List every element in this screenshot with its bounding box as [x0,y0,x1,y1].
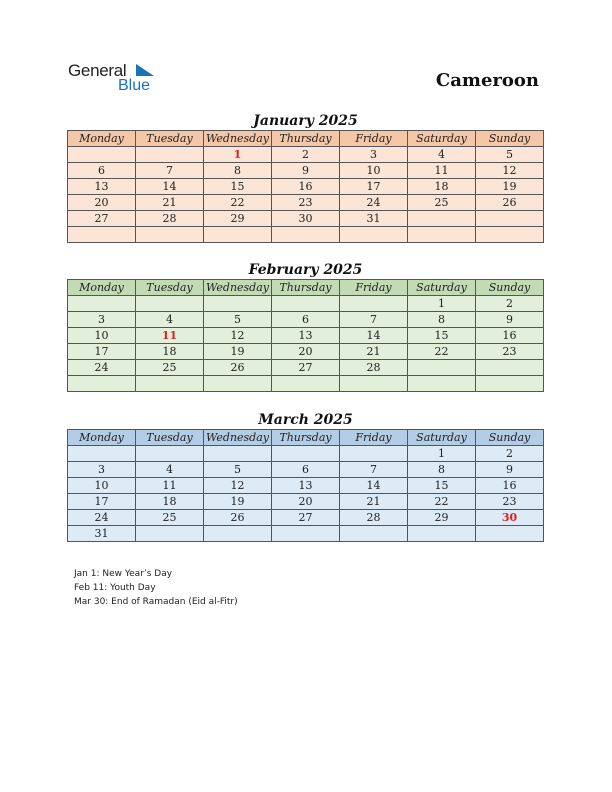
weekday-header-row [68,131,544,147]
day-cell: 23 [476,494,544,510]
weekday-header: Wednesday [204,430,272,446]
week-row [68,344,544,360]
day-cell: 9 [476,312,544,328]
day-cell: 12 [204,328,272,344]
day-cell: 29 [408,510,476,526]
day-cell: 17 [340,179,408,195]
day-cell: 30 [476,510,544,526]
day-cell: 27 [272,510,340,526]
day-cell [340,446,408,462]
day-cell: 14 [340,478,408,494]
day-cell [136,376,204,392]
weekday-header: Wednesday [204,131,272,147]
day-cell: 4 [136,312,204,328]
day-cell: 20 [68,195,136,211]
day-cell: 12 [476,163,544,179]
weekday-header: Friday [340,280,408,296]
day-cell: 7 [340,462,408,478]
day-cell: 13 [272,478,340,494]
day-cell: 21 [340,494,408,510]
month-calendar-jan [67,112,544,243]
week-row [68,296,544,312]
weekday-header: Saturday [408,131,476,147]
weekday-header: Friday [340,430,408,446]
weekday-header: Monday [68,280,136,296]
day-cell: 11 [408,163,476,179]
calendar-table [67,279,544,392]
day-cell: 14 [340,328,408,344]
day-cell: 10 [340,163,408,179]
day-cell: 19 [204,344,272,360]
day-cell: 22 [204,195,272,211]
week-row [68,494,544,510]
day-cell: 10 [68,328,136,344]
weekday-header: Wednesday [204,280,272,296]
weekday-header: Monday [68,131,136,147]
day-cell: 18 [136,344,204,360]
day-cell: 24 [340,195,408,211]
day-cell: 28 [340,360,408,376]
holiday-note: Feb 11: Youth Day [74,583,156,593]
day-cell [408,211,476,227]
day-cell: 25 [408,195,476,211]
day-cell: 20 [272,344,340,360]
day-cell [340,227,408,243]
day-cell [408,360,476,376]
day-cell: 31 [68,526,136,542]
logo-general-text: General [68,61,127,80]
logo-triangle-icon [134,64,154,78]
day-cell: 8 [408,462,476,478]
weekday-header: Tuesday [136,430,204,446]
day-cell: 18 [136,494,204,510]
week-row [68,195,544,211]
day-cell: 16 [476,328,544,344]
day-cell: 30 [272,211,340,227]
day-cell: 3 [340,147,408,163]
day-cell [408,227,476,243]
day-cell: 3 [68,312,136,328]
week-row [68,328,544,344]
day-cell [272,446,340,462]
week-row [68,211,544,227]
day-cell [136,296,204,312]
general-blue-logo [68,60,168,96]
weekday-header: Sunday [476,131,544,147]
day-cell: 13 [272,328,340,344]
weekday-header: Thursday [272,430,340,446]
weekday-header: Tuesday [136,131,204,147]
day-cell: 6 [272,312,340,328]
day-cell: 26 [204,360,272,376]
day-cell: 4 [136,462,204,478]
weekday-header: Friday [340,131,408,147]
day-cell: 1 [408,296,476,312]
day-cell: 29 [204,211,272,227]
day-cell: 11 [136,478,204,494]
day-cell: 6 [272,462,340,478]
day-cell: 24 [68,510,136,526]
holiday-note: Mar 30: End of Ramadan (Eid al-Fitr) [74,597,238,607]
day-cell: 28 [136,211,204,227]
weekday-header: Thursday [272,280,340,296]
day-cell: 26 [204,510,272,526]
day-cell: 7 [340,312,408,328]
day-cell: 11 [136,328,204,344]
day-cell: 25 [136,510,204,526]
week-row [68,446,544,462]
month-title: March 2025 [258,412,353,428]
day-cell [68,227,136,243]
day-cell: 3 [68,462,136,478]
day-cell [476,360,544,376]
day-cell [68,147,136,163]
day-cell: 24 [68,360,136,376]
month-title: February 2025 [248,262,363,278]
week-row [68,147,544,163]
day-cell: 9 [476,462,544,478]
day-cell [136,147,204,163]
week-row [68,227,544,243]
day-cell [272,296,340,312]
calendar-table [67,130,544,243]
week-row [68,376,544,392]
week-row [68,478,544,494]
day-cell: 2 [272,147,340,163]
day-cell: 22 [408,494,476,510]
day-cell [136,446,204,462]
day-cell [272,227,340,243]
day-cell: 21 [340,344,408,360]
day-cell: 1 [204,147,272,163]
day-cell [68,446,136,462]
day-cell: 16 [272,179,340,195]
day-cell: 15 [408,478,476,494]
day-cell: 17 [68,494,136,510]
day-cell: 20 [272,494,340,510]
day-cell [476,227,544,243]
day-cell: 5 [204,312,272,328]
day-cell [136,526,204,542]
weekday-header-row [68,280,544,296]
day-cell: 31 [340,211,408,227]
day-cell: 23 [476,344,544,360]
day-cell [68,296,136,312]
day-cell: 23 [272,195,340,211]
week-row [68,312,544,328]
day-cell: 14 [136,179,204,195]
weekday-header: Saturday [408,280,476,296]
day-cell: 28 [340,510,408,526]
week-row [68,510,544,526]
day-cell: 16 [476,478,544,494]
holiday-notes [74,567,238,609]
day-cell [340,526,408,542]
day-cell: 7 [136,163,204,179]
country-title: Cameroon [435,70,539,91]
day-cell: 27 [68,211,136,227]
week-row [68,360,544,376]
day-cell: 13 [68,179,136,195]
week-row [68,526,544,542]
day-cell: 5 [476,147,544,163]
day-cell [204,296,272,312]
day-cell [272,376,340,392]
day-cell [204,376,272,392]
day-cell [408,526,476,542]
weekday-header: Thursday [272,131,340,147]
day-cell: 9 [272,163,340,179]
day-cell: 27 [272,360,340,376]
day-cell [68,376,136,392]
day-cell [476,376,544,392]
day-cell [204,446,272,462]
day-cell: 21 [136,195,204,211]
day-cell: 19 [204,494,272,510]
day-cell: 12 [204,478,272,494]
day-cell: 5 [204,462,272,478]
day-cell: 15 [408,328,476,344]
day-cell: 17 [68,344,136,360]
day-cell: 25 [136,360,204,376]
month-title: January 2025 [253,113,358,129]
day-cell [204,227,272,243]
day-cell [204,526,272,542]
day-cell: 8 [204,163,272,179]
month-calendar-feb [67,261,544,392]
day-cell: 10 [68,478,136,494]
weekday-header: Sunday [476,430,544,446]
weekday-header: Tuesday [136,280,204,296]
day-cell: 8 [408,312,476,328]
logo-blue-text: Blue [118,77,151,94]
day-cell [476,526,544,542]
day-cell: 19 [476,179,544,195]
week-row [68,462,544,478]
day-cell [340,296,408,312]
day-cell: 6 [68,163,136,179]
month-calendar-mar [67,411,544,542]
day-cell: 4 [408,147,476,163]
day-cell [476,211,544,227]
day-cell: 2 [476,446,544,462]
weekday-header-row [68,430,544,446]
calendar-table [67,429,544,542]
day-cell: 2 [476,296,544,312]
day-cell: 18 [408,179,476,195]
day-cell: 1 [408,446,476,462]
day-cell [408,376,476,392]
holiday-note: Jan 1: New Year’s Day [74,569,173,579]
day-cell [272,526,340,542]
weekday-header: Saturday [408,430,476,446]
day-cell [340,376,408,392]
day-cell: 26 [476,195,544,211]
week-row [68,179,544,195]
weekday-header: Sunday [476,280,544,296]
day-cell [136,227,204,243]
week-row [68,163,544,179]
weekday-header: Monday [68,430,136,446]
day-cell: 15 [204,179,272,195]
day-cell: 22 [408,344,476,360]
